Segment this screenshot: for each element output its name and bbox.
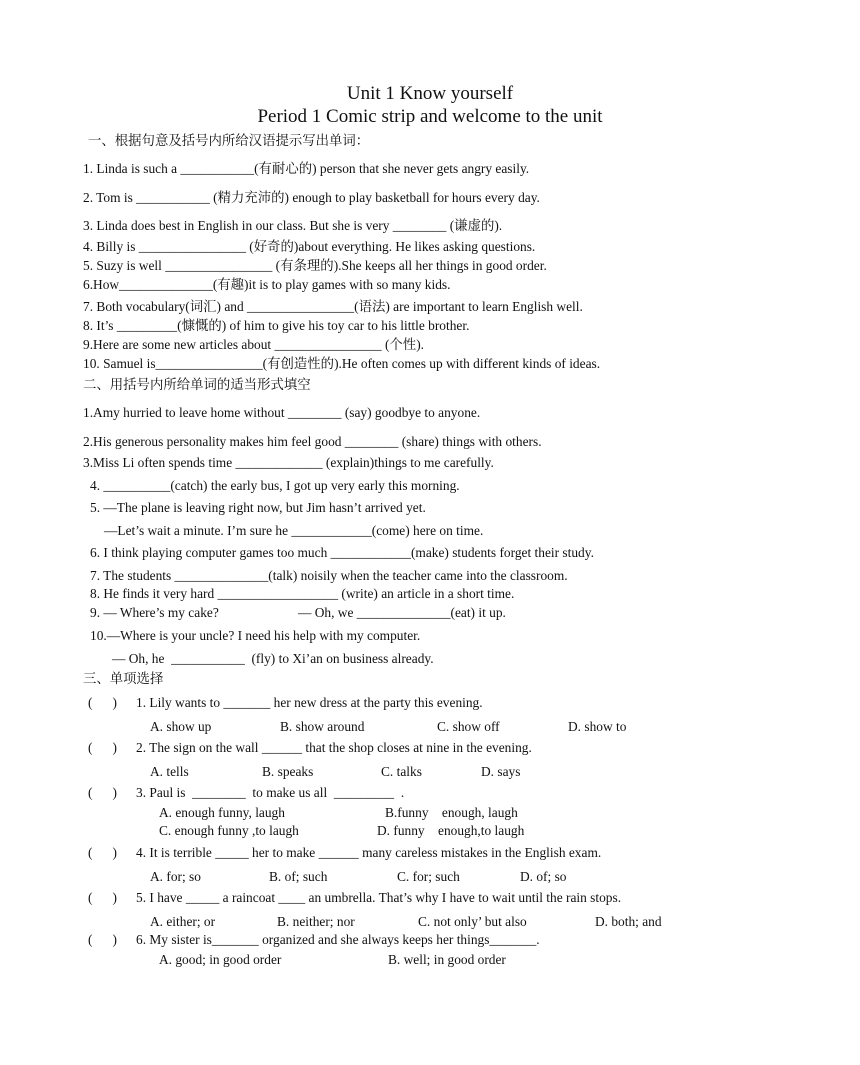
q3-option-b: B.funny enough, laugh [385, 805, 518, 820]
q1-answer-paren: ( ) [88, 695, 118, 710]
q4-option-d: D. of; so [520, 869, 567, 884]
q4-option-a: A. for; so [150, 869, 201, 884]
section-1-heading: 一、根据句意及括号内所给汉语提示写出单词： [88, 133, 370, 148]
q3-answer-paren: ( ) [88, 785, 118, 800]
s1-item-6: 6.How______________(有趣)it is to play games with so many kids. [83, 277, 451, 292]
s1-item-4: 4. Billy is ________________ (好奇的)about everything. He likes asking questions. [83, 239, 536, 254]
q1-option-d: D. show to [568, 719, 627, 734]
s1-item-3: 3. Linda does best in English in our class. But she is very ________ (谦虚的). [83, 218, 503, 233]
s2-item-10a: 10.—Where is your uncle? I need his help with my computer. [90, 628, 421, 643]
q5-stem: 5. I have _____ a raincoat ____ an umbrella. That’s why I have to wait until the rain stops. [136, 890, 622, 905]
q4-answer-paren: ( ) [88, 845, 118, 860]
q3-stem: 3. Paul is ________ to make us all _________ . [136, 785, 405, 800]
q5-option-d: D. both; and [595, 914, 662, 929]
q1-option-b: B. show around [280, 719, 365, 734]
s1-item-5: 5. Suzy is well ________________ (有条理的).She keeps all her things in good order. [83, 258, 547, 273]
q1-stem: 1. Lily wants to _______ her new dress at the party this evening. [136, 695, 483, 710]
q2-option-a: A. tells [150, 764, 189, 779]
s2-item-9b: — Oh, we ______________(eat) it up. [298, 605, 506, 620]
q4-option-c: C. for; such [397, 869, 460, 884]
q3-option-d: D. funny enough,to laugh [377, 823, 525, 838]
q2-option-c: C. talks [381, 764, 422, 779]
q6-answer-paren: ( ) [88, 932, 118, 947]
q6-stem: 6. My sister is_______ organized and she always keeps her things_______. [136, 932, 540, 947]
page-title: Unit 1 Know yourself [346, 83, 514, 104]
s1-item-9: 9.Here are some new articles about ________________ (个性). [83, 337, 424, 352]
s2-item-7: 7. The students ______________(talk) noisily when the teacher came into the classroom. [90, 568, 568, 583]
s2-item-8: 8. He finds it very hard __________________ (write) an article in a short time. [90, 586, 515, 601]
q4-option-b: B. of; such [269, 869, 328, 884]
section-2-heading: 二、用括号内所给单词的适当形式填空 [83, 377, 311, 392]
s2-item-5a: 5. —The plane is leaving right now, but Jim hasn’t arrived yet. [90, 500, 426, 515]
s1-item-10: 10. Samuel is________________(有创造性的).He often comes up with different kinds of ideas. [83, 356, 601, 371]
s2-item-10b: — Oh, he ___________ (fly) to Xi’an on business already. [112, 651, 434, 666]
q4-stem: 4. It is terrible _____ her to make ______ many careless mistakes in the English exam. [136, 845, 602, 860]
s2-item-2: 2.His generous personality makes him feel good ________ (share) things with others. [83, 434, 542, 449]
q5-option-b: B. neither; nor [277, 914, 355, 929]
q1-option-c: C. show off [437, 719, 500, 734]
s1-item-2: 2. Tom is ___________ (精力充沛的) enough to play basketball for hours every day. [83, 190, 540, 205]
s2-item-6: 6. I think playing computer games too much ____________(make) students forget their study. [90, 545, 594, 560]
q5-option-c: C. not only’ but also [418, 914, 527, 929]
section-3-heading: 三、单项选择 [83, 671, 164, 686]
q2-option-d: D. says [481, 764, 521, 779]
page-subtitle: Period 1 Comic strip and welcome to the unit [257, 106, 603, 127]
q6-option-b: B. well; in good order [388, 952, 506, 967]
s2-item-3: 3.Miss Li often spends time _____________ (explain)things to me carefully. [83, 455, 494, 470]
s1-item-8: 8. It’s _________(慷慨的) of him to give his toy car to his little brother. [83, 318, 470, 333]
q3-option-c: C. enough funny ,to laugh [159, 823, 299, 838]
q5-answer-paren: ( ) [88, 890, 118, 905]
s1-item-1: 1. Linda is such a ___________(有耐心的) person that she never gets angry easily. [83, 161, 530, 176]
q1-option-a: A. show up [150, 719, 212, 734]
q2-option-b: B. speaks [262, 764, 314, 779]
q2-stem: 2. The sign on the wall ______ that the shop closes at nine in the evening. [136, 740, 532, 755]
s1-item-7: 7. Both vocabulary(词汇) and ________________(语法) are important to learn English well. [83, 299, 583, 314]
s2-item-5b: —Let’s wait a minute. I’m sure he ____________(come) here on time. [104, 523, 484, 538]
q6-option-a: A. good; in good order [159, 952, 282, 967]
q2-answer-paren: ( ) [88, 740, 118, 755]
q3-option-a: A. enough funny, laugh [159, 805, 285, 820]
s2-item-4: 4. __________(catch) the early bus, I got up very early this morning. [90, 478, 460, 493]
s2-item-1: 1.Amy hurried to leave home without ________ (say) goodbye to anyone. [83, 405, 481, 420]
q5-option-a: A. either; or [150, 914, 216, 929]
s2-item-9a: 9. — Where’s my cake? [90, 605, 219, 620]
